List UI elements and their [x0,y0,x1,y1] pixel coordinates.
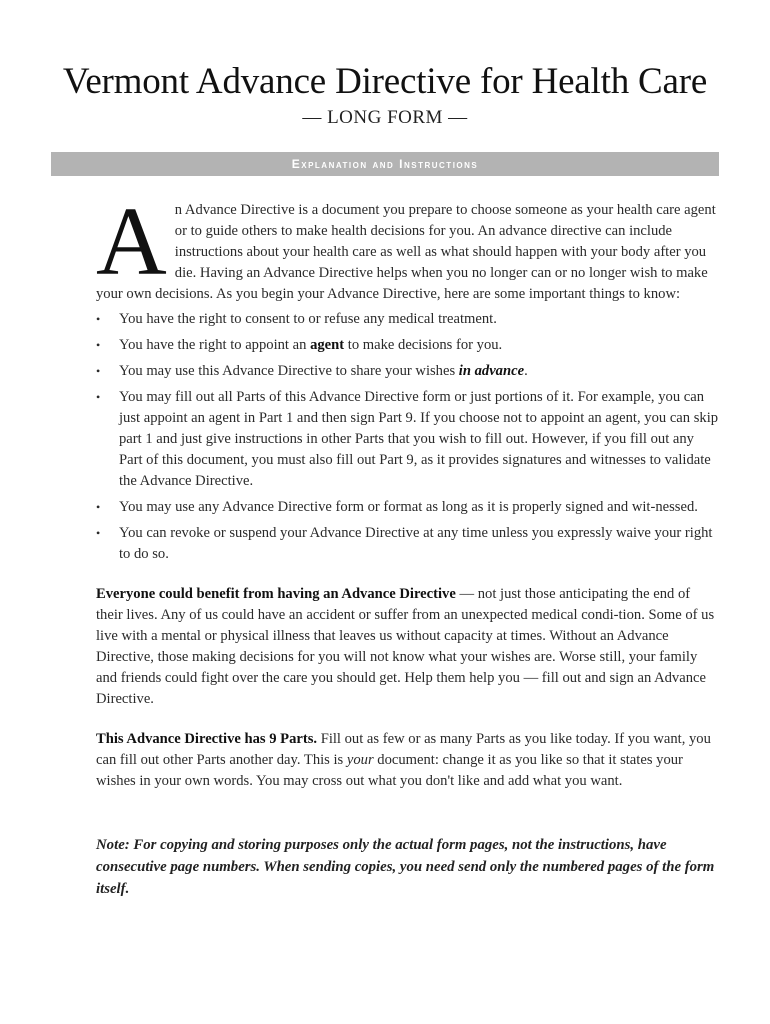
list-item: • You have the right to appoint an agent to make decisions for you. [96,335,720,356]
parts-paragraph: This Advance Directive has 9 Parts. Fill out as few or as many Parts as you like today. If you want, you can fill out other Parts another day. This is your document: change it as you like so that it states your wishes in your own words. You may cross out what you don't like and add what you want. [96,731,711,789]
drop-cap: A [96,188,167,296]
bullet-icon: • [96,526,101,540]
instructions-body [96,188,720,900]
document-title: Vermont Advance Directive for Health Care [62,61,708,102]
list-item: • You have the right to consent to or refuse any medical treatment. [96,309,720,330]
your-emphasis: your [346,752,374,768]
bullet-icon: • [96,390,101,404]
intro-paragraph [96,188,720,305]
copying-note: Note: For copying and storing purposes only the actual form pages, not the instructions, have consecutive page numbers. When sending copies, you need send only the numbered pages of the form itself. [96,837,715,897]
list-item: • You may use any Advance Directive form or format as long as it is properly signed and wit-nessed. [96,497,720,518]
section-banner: Explanation and Instructions [51,152,719,176]
document-subtitle: — LONG FORM — [302,107,468,128]
intro-text: n Advance Directive is a document you prepare to choose someone as your health care agent or to guide others to make health decisions for you. An advance directive can include instructions about your health care as well as what should happen with your body after you die. Having an Advance Directive helps when you no longer can or no longer wish to make your own decisions. As you begin your Advance Directive, here are some important things to know: [96,202,716,302]
agent-term: agent [310,337,345,353]
everyone-paragraph: Everyone could benefit from having an Advance Directive — not just those anticipating the end of their lives. Any of us could have an accident or suffer from an unexpected medical condi-tion. Some of us live with a mental or physical illness that leaves us without capacity at times. Without an Advance Directive, those making decisions for you will not know what your wishes are. Worse still, your family and friends could fight over the care you should get. Help them help you — fill out and sign an Advance Directive. [96,586,715,707]
bullet-icon: • [96,312,101,326]
list-item: • You may fill out all Parts of this Advance Directive form or just portions of it. For example, you can just appoint an agent in Part 1 and then sign Part 9. If you choose not to appoint an agent, you can skip part 1 and just give instructions in other Parts that you wish to fill out. However, if you fill out any Part of this document, you must also fill out Part 9, as it provides signatures and witnesses to validate the Advance Directive. [96,389,719,489]
rights-list [96,309,720,565]
everyone-lead: Everyone could benefit from having an Advance Directive [96,586,456,602]
parts-lead: This Advance Directive has 9 Parts. [96,731,318,747]
list-item: • You may use this Advance Directive to share your wishes in advance. [96,361,720,382]
bullet-icon: • [96,364,101,378]
bullet-icon: • [96,338,101,352]
in-advance-term: in advance [458,363,525,379]
list-item: • You can revoke or suspend your Advance Directive at any time unless you expressly waive your right to do so. [96,525,713,562]
bullet-icon: • [96,500,101,514]
